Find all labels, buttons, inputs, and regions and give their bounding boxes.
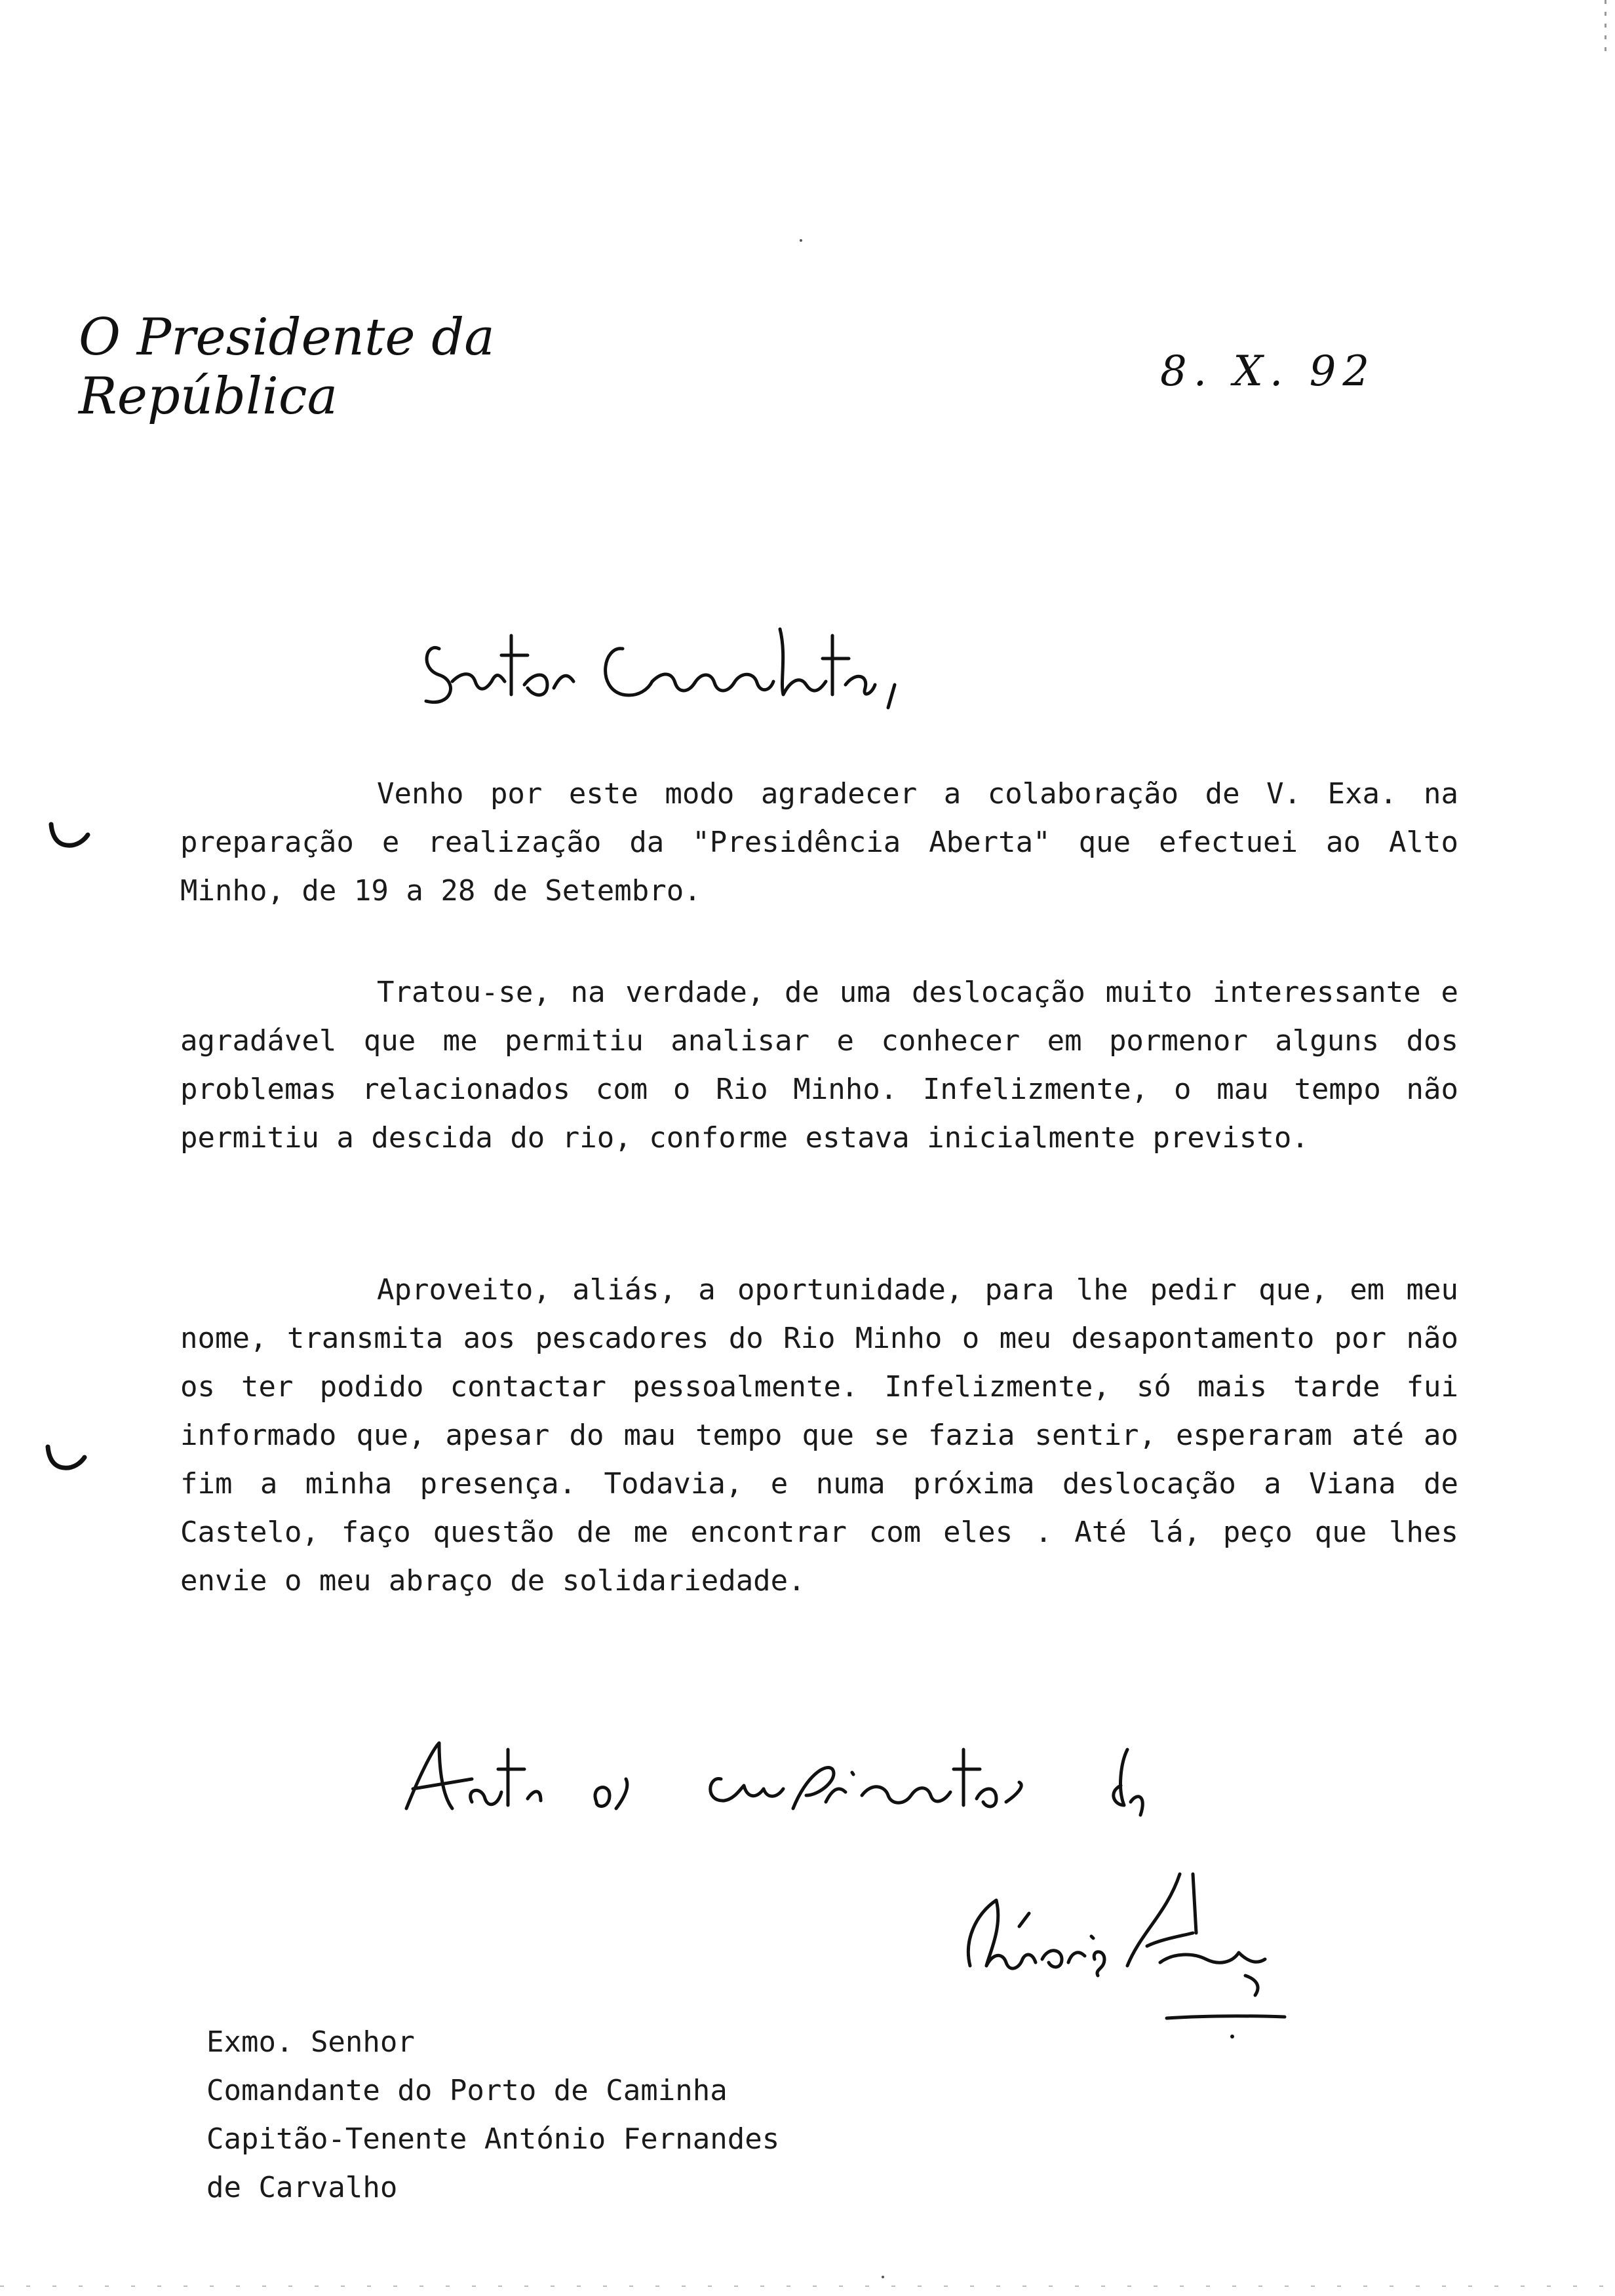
addressee-line-2: Comandante do Porto de Caminha [206, 2074, 728, 2107]
addressee-line-3: Capitão-Tenente António Fernandes [206, 2122, 780, 2156]
addressee-line-1: Exmo. Senhor [206, 2025, 415, 2059]
margin-check-mark-icon [46, 819, 92, 852]
letterhead-title: O Presidente da República [79, 308, 495, 426]
signature [957, 1861, 1298, 2044]
body-paragraph-3 [180, 1266, 1458, 1605]
paragraph-text: Venho por este modo agradecer a colaboração de V. Exa. na preparação e realização da "Presidência Aberta" que efectuei ao Alto Minho, de 19 a 28 de Setembro. [180, 777, 1458, 908]
margin-check-mark-icon [43, 1442, 88, 1474]
addressee-block [206, 2018, 779, 2212]
paragraph-text: Tratou-se, na verdade, de uma deslocação muito interessante e agradável que me permitiu analisar e conhecer em pormenor alguns dos problemas relacionados com o Rio Minho. Infelizmente, o mau tempo não permitiu a descida do rio, conforme estava inicialmente previsto. [180, 976, 1458, 1155]
addressee-line-4: de Carvalho [206, 2171, 398, 2204]
handwritten-salutation [413, 609, 911, 721]
body-paragraph-1 [180, 770, 1458, 915]
body-paragraph-2 [180, 968, 1458, 1162]
scan-edge-bottom [0, 2286, 1615, 2287]
paragraph-text: Aproveito, aliás, a oportunidade, para lhe pedir que, em meu nome, transmita aos pescadores do Rio Minho o meu desapontamento por não os ter podido contactar pessoalmente. Infelizmente, só mais tarde fui informado que, apesar do mau tempo que se fazia sentir, esperaram até ao fim a minha presença. Todavia, e numa próxima deslocação a Viana de Castelo, faço questão de me encontrar com eles . Até lá, peço que lhes envie o meu abraço de solidariedade. [180, 1273, 1458, 1598]
scan-speck [882, 2276, 884, 2278]
handwritten-closing [400, 1723, 1173, 1828]
scan-edge-right [1605, 0, 1606, 52]
handwritten-date: 8. X. 92 [1160, 347, 1376, 396]
scan-speck [800, 239, 802, 242]
